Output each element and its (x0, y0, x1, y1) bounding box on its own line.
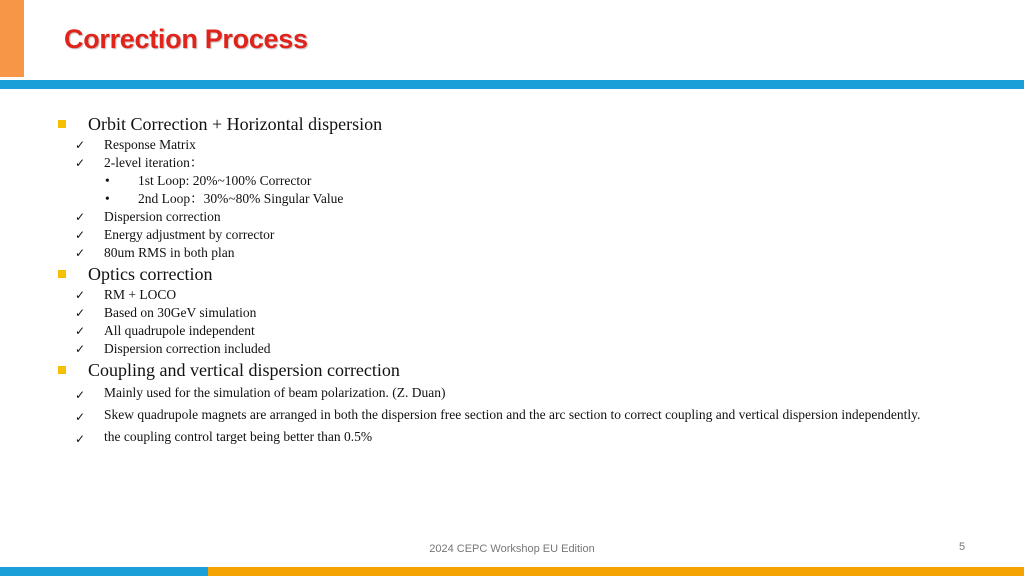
checkmark-icon: ✓ (75, 324, 86, 338)
square-bullet-icon (58, 120, 66, 128)
section-heading-orbit: Orbit Correction + Horizontal dispersion (0, 112, 1024, 136)
checkmark-icon: ✓ (75, 210, 86, 224)
slide-content (0, 112, 1024, 448)
checkmark-icon: ✓ (75, 388, 86, 402)
square-bullet-icon (58, 270, 66, 278)
list-item: ✓ Energy adjustment by corrector (75, 227, 275, 242)
checkmark-icon: ✓ (75, 246, 86, 260)
list-item: ✓ 2-level iteration： (75, 155, 204, 170)
checkmark-icon: ✓ (75, 342, 86, 356)
checkmark-icon: ✓ (75, 288, 86, 302)
footer-bar-blue (0, 567, 208, 576)
sub-list-item: • 2nd Loop：30%~80% Singular Value (105, 191, 344, 206)
list-item: ✓ Dispersion correction (75, 209, 221, 224)
section-heading-optics: Optics correction (0, 262, 1024, 286)
square-bullet-icon (58, 366, 66, 374)
corner-accent-block (0, 0, 24, 77)
list-item: ✓ RM + LOCO (75, 287, 177, 302)
footer-bar-orange (208, 567, 1024, 576)
list-item: ✓ All quadrupole independent (75, 323, 255, 338)
checkmark-icon: ✓ (75, 228, 86, 242)
list-item: ✓ Dispersion correction included (75, 341, 271, 356)
checkmark-icon: ✓ (75, 306, 86, 320)
dot-bullet-icon: • (105, 173, 110, 188)
list-item: ✓ Based on 30GeV simulation (75, 305, 257, 320)
list-item: ✓ 80um RMS in both plan (75, 245, 235, 260)
checkmark-icon: ✓ (75, 156, 86, 170)
list-item: ✓ the coupling control target being better than 0.5% (0, 426, 1024, 448)
dot-bullet-icon: • (105, 191, 110, 206)
checkmark-icon: ✓ (75, 432, 86, 446)
page-number: 5 (958, 541, 966, 553)
checkmark-icon: ✓ (75, 410, 86, 424)
footer-event-text: 2024 CEPC Workshop EU Edition (429, 543, 595, 555)
list-item: ✓ Mainly used for the simulation of beam polarization. (Z. Duan) (0, 382, 1024, 404)
list-item: ✓ Response Matrix (75, 137, 196, 152)
sub-list-item: • 1st Loop: 20%~100% Corrector (105, 173, 312, 188)
page-title: Correction Process (64, 24, 308, 54)
header-divider-bar (0, 80, 1024, 89)
section-heading-coupling: Coupling and vertical dispersion correction (0, 358, 1024, 382)
checkmark-icon: ✓ (75, 138, 86, 152)
list-item: ✓ Skew quadrupole magnets are arranged in both the dispersion free section and the arc section to correct coupling and vertical dispersion independently. (0, 404, 1024, 426)
